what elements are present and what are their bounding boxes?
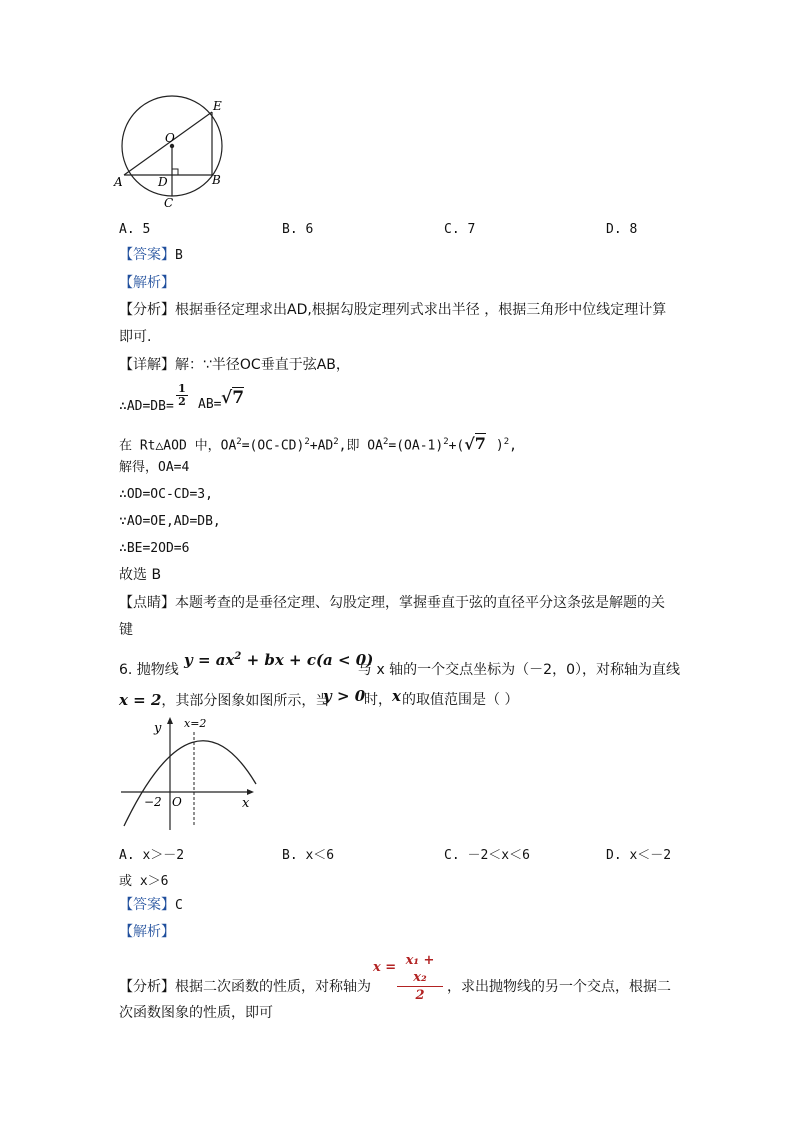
formula-numerator: x₁ + x₂ [397,952,443,987]
ab-text: AB= [198,397,222,412]
answer-tag: 【答案】 [119,897,175,913]
q5-ad-line [119,396,174,417]
y-axis-arrow-icon [167,717,173,724]
q5-rt-line: 在 Rt△AOD 中，$OA^2=(OC-CD)^2+AD^2$,即 $OA^2=(OA-1)^2+(√7$ )$^2$, [119,434,517,454]
symmetry-axis-label: x=2 [184,717,207,730]
axis-equation: x = 2 [119,691,162,709]
half-denominator: 2 [178,395,186,408]
half-fraction [176,383,188,408]
q5-solve: 解得，OA=4 [119,460,190,475]
xiangjie-text: 解：∵半径OC垂直于弦AB， [175,357,350,373]
q6-option-d: D. x＜－2 [606,848,672,863]
label-c: C [164,196,174,210]
x-axis-arrow-icon [247,789,254,795]
answer-tag: 【答案】 [119,247,175,263]
formula-fraction [397,952,443,1004]
neg2-label: −2 [144,795,162,809]
formula-denominator: 2 [415,988,425,1003]
parabola-figure [116,714,261,834]
q6-fenxi-line1 [119,977,371,997]
q5-xiangjie [119,355,350,375]
sqrt7-value: 7 [232,388,245,408]
xiangjie-tag: 【详解】 [119,357,175,373]
q6-equation: $y = ax^2$ + bx + c(a < 0) [184,651,374,669]
q6-analysis-tag [119,922,175,942]
q5-choose: 故选 B [119,567,162,583]
q5-option-d: D. 8 [606,222,638,237]
ad-prefix: ∴AD=DB= [119,399,174,414]
label-d: D [158,175,168,189]
q5-option-b: B. 6 [282,222,314,237]
formula-x-eq: x = [373,960,397,975]
sqrt-icon: √ [221,388,233,408]
half-numerator: 1 [176,383,188,396]
q5-ao: ∵AO=OE,AD=DB, [119,514,221,529]
y-axis-label: y [154,721,162,736]
q5-be: ∴BE=2OD=6 [119,541,190,556]
q6-option-b: B. x＜6 [282,848,335,863]
q6-fenxi-line2: 次函数图象的性质，即可 [119,1005,273,1021]
q6-fenxi-line1b: ，求出抛物线的另一个交点，根据二 [447,979,671,995]
q5-answer [119,245,183,266]
q6-stem-line1 [119,660,179,680]
parabola-curve [124,741,256,826]
sqrt7-expression-2: √7 [464,434,486,454]
q6-option-a: A. x＞－2 [119,848,185,863]
analysis-tag: 【解析】 [119,275,175,291]
q5-analysis-tag [119,273,175,293]
x-axis-label: x [242,796,250,811]
q6-stem-line2 [119,690,329,711]
q6-stem-2: ，其部分图象如图所示，当 [161,693,330,709]
right-angle-mark [172,169,178,175]
q6-number: 6. 抛物线 [119,662,179,678]
answer-value: B [175,248,183,263]
fenxi-text: 根据垂径定理求出AD,根据勾股定理列式求出半径 ，根据三角形中位线定理计算 [175,302,667,318]
q5-fenxi-line1 [119,300,666,320]
q6-stem-3: 时， [364,692,392,708]
q6-stem-1: 与 x 轴的一个交点坐标为（－2，0），对称轴为直线 [358,662,680,678]
fenxi-tag: 【分析】 [119,979,175,995]
label-a: A [114,175,123,189]
q6-answer [119,895,183,916]
q5-option-c: C. 7 [444,222,476,237]
q5-od: ∴OD=OC-CD=3, [119,487,213,502]
origin-label: O [172,795,182,809]
sqrt7-expression [221,388,244,408]
fenxi-text: 根据二次函数的性质，对称轴为 [175,979,371,995]
q5-dianjing-line2: 键 [119,622,133,638]
analysis-tag: 【解析】 [119,924,175,940]
answer-value: C [175,898,183,913]
label-b: B [212,173,221,187]
cond-y-positive: y > 0 [323,687,366,705]
dianjing-tag: 【点睛】 [119,595,175,611]
q6-stem-4: 的取值范围是（ ） [402,692,519,708]
label-e: E [213,99,222,113]
q5-option-a: A. 5 [119,222,151,237]
q5-fenxi-line2: 即可. [119,329,152,345]
label-o: O [165,131,175,145]
fenxi-tag: 【分析】 [119,302,175,318]
dianjing-text: 本题考查的是垂径定理、勾股定理，掌握垂直于弦的直径平分这条弦是解题的关 [175,595,665,611]
q6-option-d-cont: 或 x＞6 [119,874,169,889]
var-x: x [392,687,401,705]
q6-option-c: C. －2＜x＜6 [444,848,530,863]
q5-dianjing-line1 [119,593,665,613]
circle-figure [112,94,232,212]
